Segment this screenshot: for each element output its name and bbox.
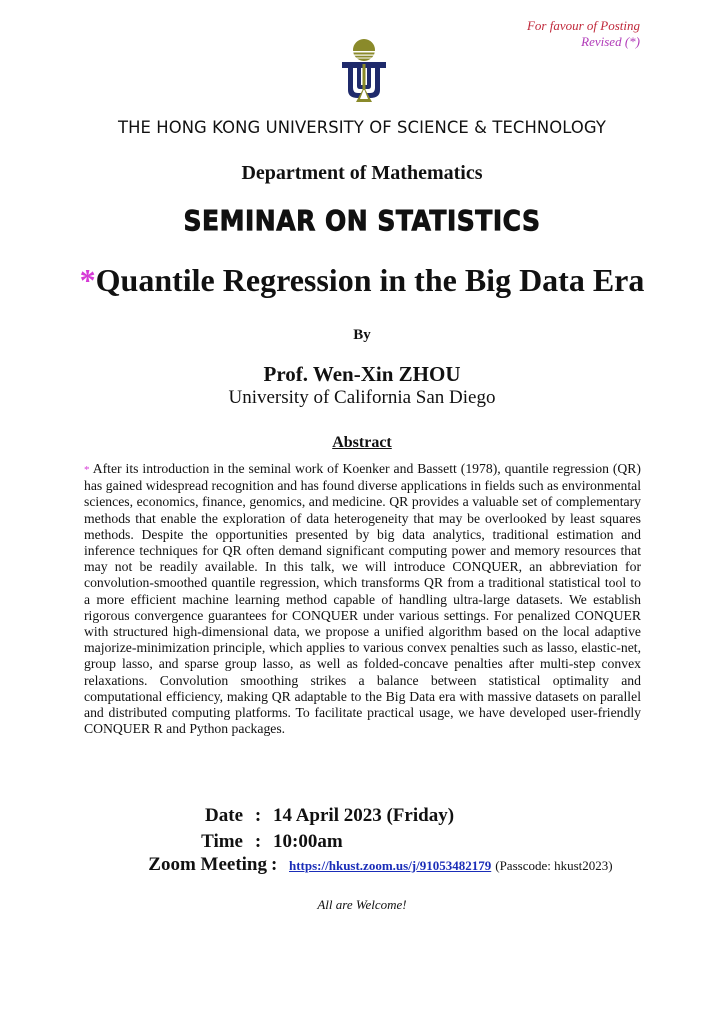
zoom-separator: : [271, 854, 278, 875]
time-separator: : [254, 831, 262, 852]
speaker-affiliation: University of California San Diego [228, 387, 496, 408]
abstract-revision-marker: * [84, 464, 90, 476]
date-label: Date [205, 805, 243, 826]
zoom-label: Zoom Meeting [148, 854, 267, 875]
date-separator: : [254, 805, 262, 826]
date-value: 14 April 2023 (Friday) [273, 805, 455, 826]
posting-note: For favour of Posting [526, 18, 640, 33]
hkust-logo-icon [340, 38, 388, 104]
talk-title-text: Quantile Regression in the Big Data Era [95, 262, 645, 298]
abstract-body [84, 461, 641, 737]
zoom-row [75, 854, 695, 876]
abstract-text: After its introduction in the seminal work of Koenker and Bassett (1978), quantile regression (QR) has gained widespread recognition and has found diverse applications in fields such as environmental sciences, economics, finance, genomics, and medicine. QR provides a valuable set of complementary methods that enable the exploration of data heterogeneity that may be overlooked by least squares methods. Despite the opportunities presented by big data analytics, traditional estimation and inference techniques for QR often demand significant computing power and memory resources that may not be readily available. In this talk, we will introduce CONQUER, an abbreviation for convolution-smoothed quantile regression, which transforms QR from a traditional statistical tool to a more efficient machine learning method capable of handling ultra-large datasets. We establish rigorous convergence guarantees for CONQUER under various settings. For penalized CONQUER with structured high-dimensional data, we propose a unified algorithm based on the local adaptive majorize-minimization principle, which applies to various convex penalties such as lasso, elastic-net, group lasso, and sparse group lasso, as well as folded-concave penalties after multi-step convex relaxations. Convolution smoothing strikes a balance between statistical optimality and computational efficiency, making QR adaptable to the Big Data era with massive datasets on parallel and distributed computing platforms. To facilitate practical usage, we have developed user-friendly CONQUER R and Python packages. [84, 461, 641, 737]
welcome-note: All are Welcome! [317, 897, 407, 912]
abstract-heading: Abstract [332, 434, 392, 451]
talk-title [0, 262, 724, 299]
time-value: 10:00am [273, 831, 343, 852]
university-name: THE HONG KONG UNIVERSITY OF SCIENCE & TECHNOLOGY [117, 118, 607, 137]
date-row [75, 805, 675, 827]
zoom-meeting-link[interactable]: https://hkust.zoom.us/j/91053482179 [289, 858, 492, 873]
time-label: Time [201, 831, 243, 852]
revised-note: Revised (*) [581, 34, 640, 49]
seminar-series-title: SEMINAR ON STATISTICS [183, 204, 541, 237]
time-row [75, 831, 675, 853]
zoom-passcode: (Passcode: hkust2023) [495, 858, 613, 873]
department-name: Department of Mathematics [241, 162, 483, 184]
speaker-name: Prof. Wen-Xin ZHOU [263, 362, 461, 386]
by-label: By [353, 327, 371, 343]
revision-marker: * [79, 262, 96, 298]
